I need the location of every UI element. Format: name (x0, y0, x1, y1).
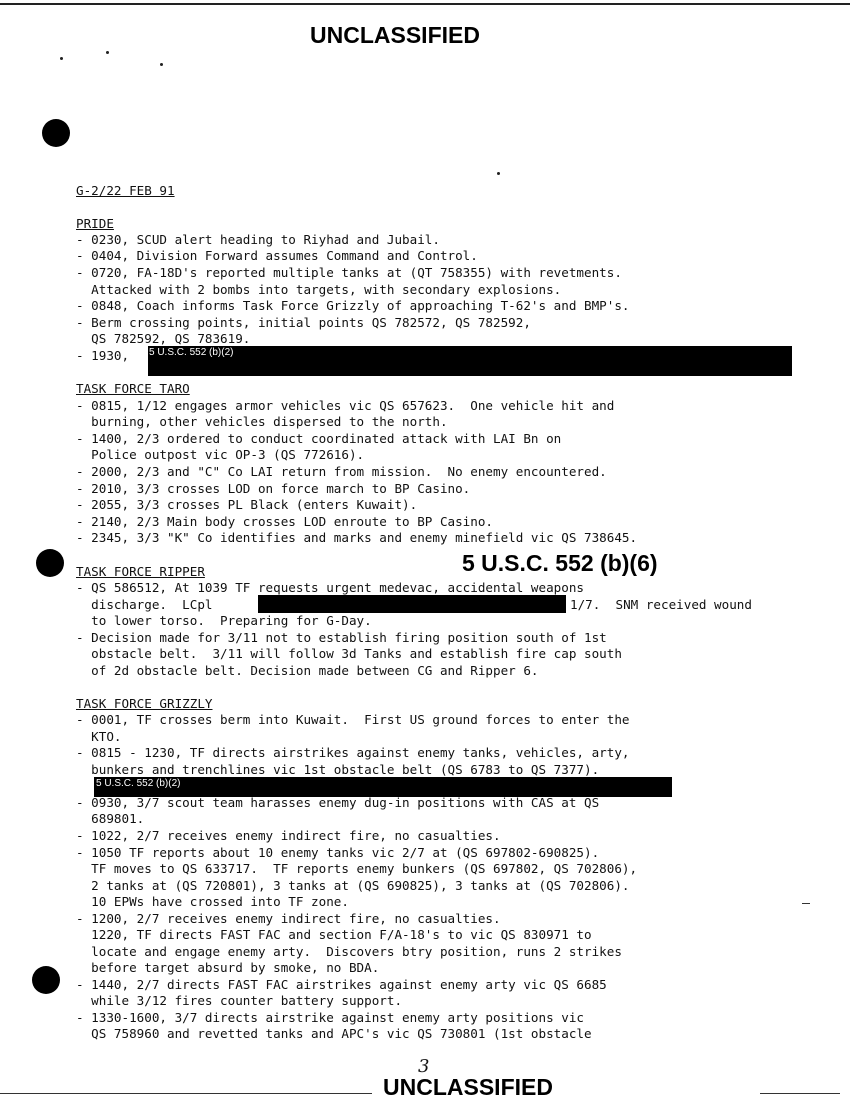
grizzly-line: locate and engage enemy arty. Discovers btry position, runs 2 strikes (76, 944, 622, 959)
taro-line: burning, other vehicles dispersed to the north. (76, 414, 448, 429)
pride-line: - 0848, Coach informs Task Force Grizzly of approaching T-62's and BMP's. (76, 298, 630, 313)
pride-line: - 0404, Division Forward assumes Command and Control. (76, 248, 478, 263)
ripper-line: of 2d obstacle belt. Decision made between CG and Ripper 6. (76, 663, 539, 678)
grizzly-line: - 1200, 2/7 receives enemy indirect fire, no casualties. (76, 911, 501, 926)
ripper-line: - QS 586512, At 1039 TF requests urgent medevac, accidental weapons (76, 580, 584, 595)
scan-speck (60, 57, 63, 60)
section-title-ripper: TASK FORCE RIPPER (76, 564, 205, 579)
pride-line: - 0720, FA-18D's reported multiple tanks at (QT 758355) with revetments. (76, 265, 622, 280)
grizzly-line: 1220, TF directs FAST FAC and section F/A-18's to vic QS 830971 to (76, 927, 592, 942)
section-title-taro: TASK FORCE TARO (76, 381, 190, 396)
pride-line: - Berm crossing points, initial points QS 782572, QS 782592, (76, 315, 531, 330)
grizzly-line: - 0001, TF crosses berm into Kuwait. First US ground forces to enter the (76, 712, 630, 727)
ripper-line: - Decision made for 3/11 not to establish firing position south of 1st (76, 630, 607, 645)
punch-hole-mark (32, 966, 60, 994)
redaction-label: 5 U.S.C. 552 (b)(2) (96, 778, 181, 789)
section-title-pride: PRIDE (76, 216, 114, 231)
pride-line: QS 782592, QS 783619. (76, 331, 251, 346)
ripper-line: to lower torso. Preparing for G-Day. (76, 613, 372, 628)
ripper-line: obstacle belt. 3/11 will follow 3d Tanks and establish fire cap south (76, 646, 622, 661)
classification-header: UNCLASSIFIED (310, 22, 480, 48)
classification-footer: UNCLASSIFIED (383, 1074, 553, 1100)
ripper-line: discharge. LCpl (76, 597, 213, 612)
pride-line: Attacked with 2 bombs into targets, with secondary explosions. (76, 282, 562, 297)
punch-hole-mark (42, 119, 70, 147)
scan-speck (160, 63, 163, 66)
pride-line: - 1930, (76, 348, 130, 363)
grizzly-line: TF moves to QS 633717. TF reports enemy bunkers (QS 697802, QS 702806), (76, 861, 638, 876)
taro-line: - 2000, 2/3 and "C" Co LAI return from mission. No enemy encountered. (76, 464, 607, 479)
date-heading: G-2/22 FEB 91 (76, 183, 175, 198)
taro-line: - 2010, 3/3 crosses LOD on force march to BP Casino. (76, 481, 471, 496)
exemption-stamp: 5 U.S.C. 552 (b)(6) (462, 550, 658, 576)
grizzly-line: - 1050 TF reports about 10 enemy tanks vic 2/7 at (QS 697802-690825). (76, 845, 600, 860)
grizzly-line: 10 EPWs have crossed into TF zone. (76, 894, 349, 909)
grizzly-line: - 1440, 2/7 directs FAST FAC airstrikes against enemy arty vic QS 6685 (76, 977, 607, 992)
grizzly-line: before target absurd by smoke, no BDA. (76, 960, 380, 975)
grizzly-line: bunkers and trenchlines vic 1st obstacle belt (QS 6783 to QS 7377). (76, 762, 600, 777)
grizzly-line: QS 758960 and revetted tanks and APC's vic QS 730801 (1st obstacle (76, 1026, 592, 1041)
top-border-line (0, 3, 850, 5)
punch-hole-mark (36, 549, 64, 577)
taro-line: - 0815, 1/12 engages armor vehicles vic QS 657623. One vehicle hit and (76, 398, 615, 413)
grizzly-line: - 1330-1600, 3/7 directs airstrike against enemy arty positions vic (76, 1010, 584, 1025)
grizzly-line: - 0930, 3/7 scout team harasses enemy dug-in positions with CAS at QS (76, 795, 600, 810)
redaction-block (148, 346, 792, 376)
taro-line: - 2055, 3/3 crosses PL Black (enters Kuwait). (76, 497, 418, 512)
grizzly-line: - 1022, 2/7 receives enemy indirect fire, no casualties. (76, 828, 501, 843)
grizzly-line: while 3/12 fires counter battery support. (76, 993, 403, 1008)
redaction-label: 5 U.S.C. 552 (b)(2) (149, 347, 234, 358)
taro-line: - 2345, 3/3 "K" Co identifies and marks and enemy minefield vic QS 738645. (76, 530, 638, 545)
taro-line: - 2140, 2/3 Main body crosses LOD enroute to BP Casino. (76, 514, 494, 529)
redaction-block (258, 595, 566, 613)
grizzly-line: 689801. (76, 811, 145, 826)
page-number: 3 (418, 1056, 430, 1077)
redaction-block (94, 777, 672, 797)
margin-dash-mark (802, 903, 810, 904)
grizzly-line: - 0815 - 1230, TF directs airstrikes against enemy tanks, vehicles, arty, (76, 745, 630, 760)
grizzly-line: KTO. (76, 729, 122, 744)
section-title-grizzly: TASK FORCE GRIZZLY (76, 696, 213, 711)
taro-line: - 1400, 2/3 ordered to conduct coordinated attack with LAI Bn on (76, 431, 562, 446)
taro-line: Police outpost vic OP-3 (QS 772616). (76, 447, 365, 462)
scan-speck (497, 172, 500, 175)
ripper-line: 1/7. SNM received wound (570, 597, 752, 612)
grizzly-line: 2 tanks at (QS 720801), 3 tanks at (QS 690825), 3 tanks at (QS 702806). (76, 878, 630, 893)
scan-speck (106, 51, 109, 54)
pride-line: - 0230, SCUD alert heading to Riyhad and Jubail. (76, 232, 440, 247)
